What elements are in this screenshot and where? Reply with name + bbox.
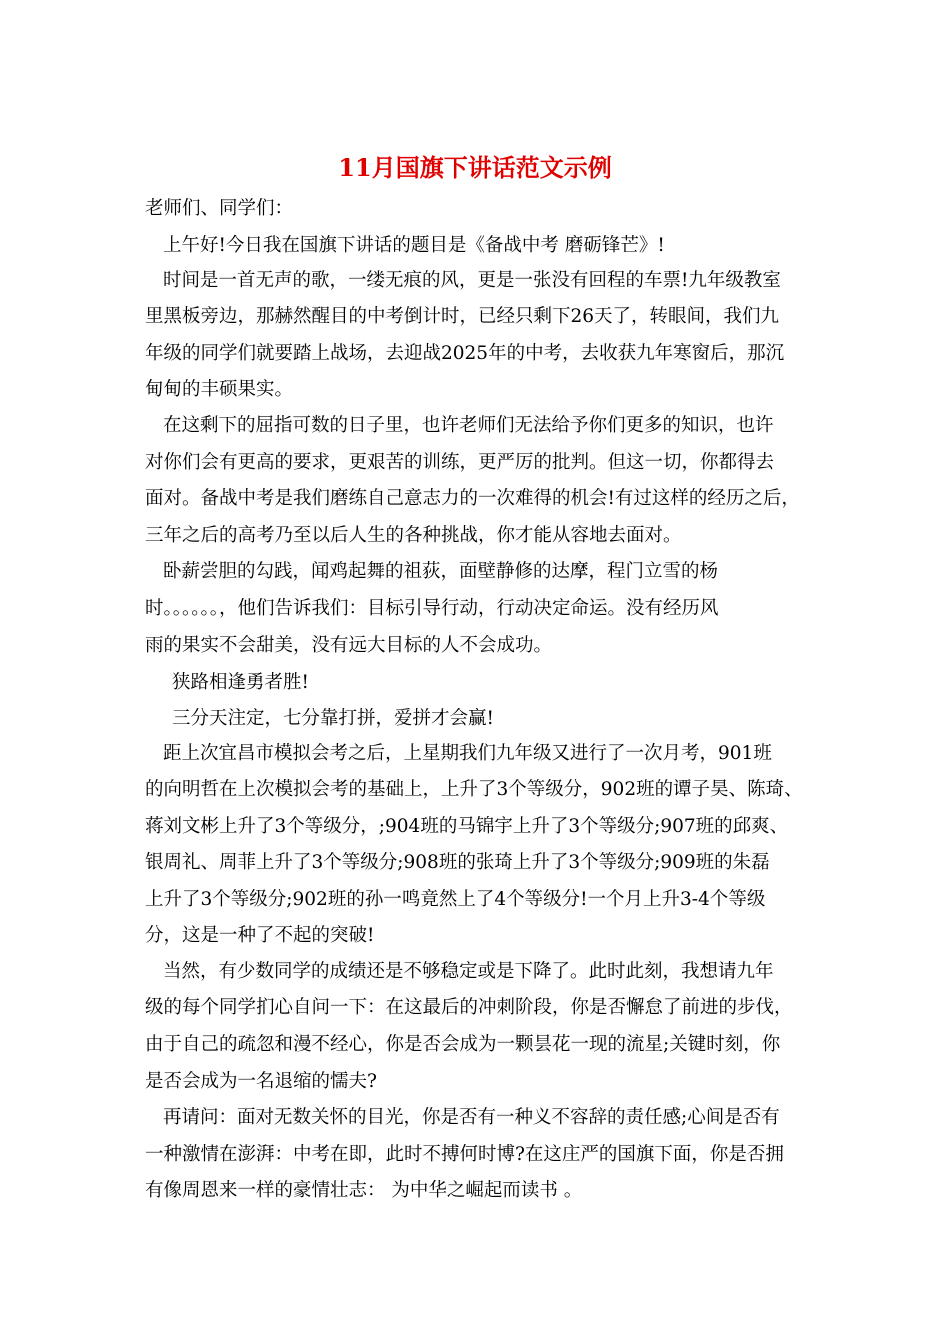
body-line: 分，这是一种了不起的突破! — [145, 925, 375, 946]
body-line: 对你们会有更高的要求，更艰苦的训练，更严厉的批判。但这一切，你都得去 — [145, 452, 775, 473]
body-line: 一种激情在澎湃：中考在即，此时不搏何时博?在这庄严的国旗下面，你是否拥 — [145, 1144, 784, 1165]
body-line: 狭路相逢勇者胜! — [172, 672, 309, 693]
body-line: 由于自己的疏忽和漫不经心，你是否会成为一颗昙花一现的流星;关键时刻，你 — [145, 1034, 781, 1055]
body-line: 在这剩下的屈指可数的日子里，也许老师们无法给予你们更多的知识，也许 — [163, 415, 774, 436]
page-title: 11月国旗下讲话范文示例 — [338, 153, 612, 182]
body-line: 年级的同学们就要踏上战场，去迎战2025年的中考，去收获九年寒窗后，那沉 — [145, 343, 785, 364]
body-line: 上午好!今日我在国旗下讲话的题目是《备战中考 磨砺锋芒》! — [163, 235, 665, 256]
body-line: 再请问：面对无数关怀的目光，你是否有一种义不容辞的责任感;心间是否有 — [163, 1107, 780, 1128]
body-line: 三分天注定，七分靠打拼，爱拼才会赢! — [172, 708, 494, 729]
body-line: 甸甸的丰硕果实。 — [145, 379, 294, 400]
body-line: 老师们、同学们： — [145, 198, 294, 219]
body-line: 雨的果实不会甜美，没有远大目标的人不会成功。 — [145, 635, 553, 656]
body-line: 距上次宜昌市模拟会考之后，上星期我们九年级又进行了一次月考，901班 — [163, 743, 772, 764]
body-line: 级的每个同学扪心自问一下：在这最后的冲刺阶段，你是否懈怠了前进的步伐， — [145, 997, 793, 1018]
body-line: 的向明哲在上次模拟会考的基础上，上升了3个等级分，902班的谭子昊、陈琦、 — [145, 779, 803, 800]
body-line: 时间是一首无声的歌，一缕无痕的风，更是一张没有回程的车票!九年级教室 — [163, 270, 781, 291]
body-line: 有像周恩来一样的豪情壮志： 为中华之崛起而读书 。 — [145, 1180, 583, 1201]
body-line: 当然，有少数同学的成绩还是不够稳定或是下降了。此时此刻，我想请九年 — [163, 961, 774, 982]
body-line: 时。。。。。。，他们告诉我们：目标引导行动，行动决定命运。没有经历风 — [145, 598, 719, 619]
body-line: 蒋刘文彬上升了3个等级分，;904班的马锦宇上升了3个等级分;907班的邱爽、 — [145, 816, 789, 837]
body-line: 上升了3个等级分;902班的孙一鸣竟然上了4个等级分!一个月上升3-4个等级 — [145, 889, 766, 910]
body-line: 面对。备战中考是我们磨练自己意志力的一次难得的机会!有过这样的经历之后， — [145, 488, 800, 509]
body-line: 卧薪尝胆的勾践，闻鸡起舞的祖荻，面壁静修的达摩，程门立雪的杨 — [163, 561, 719, 582]
body-line: 三年之后的高考乃至以后人生的各种挑战，你才能从容地去面对。 — [145, 525, 682, 546]
body-line: 银周礼、周菲上升了3个等级分;908班的张琦上升了3个等级分;909班的朱磊 — [145, 852, 770, 873]
body-line: 是否会成为一名退缩的懦夫? — [145, 1071, 377, 1092]
body-line: 里黑板旁边，那赫然醒目的中考倒计时，已经只剩下26天了，转眼间，我们九 — [145, 306, 780, 327]
